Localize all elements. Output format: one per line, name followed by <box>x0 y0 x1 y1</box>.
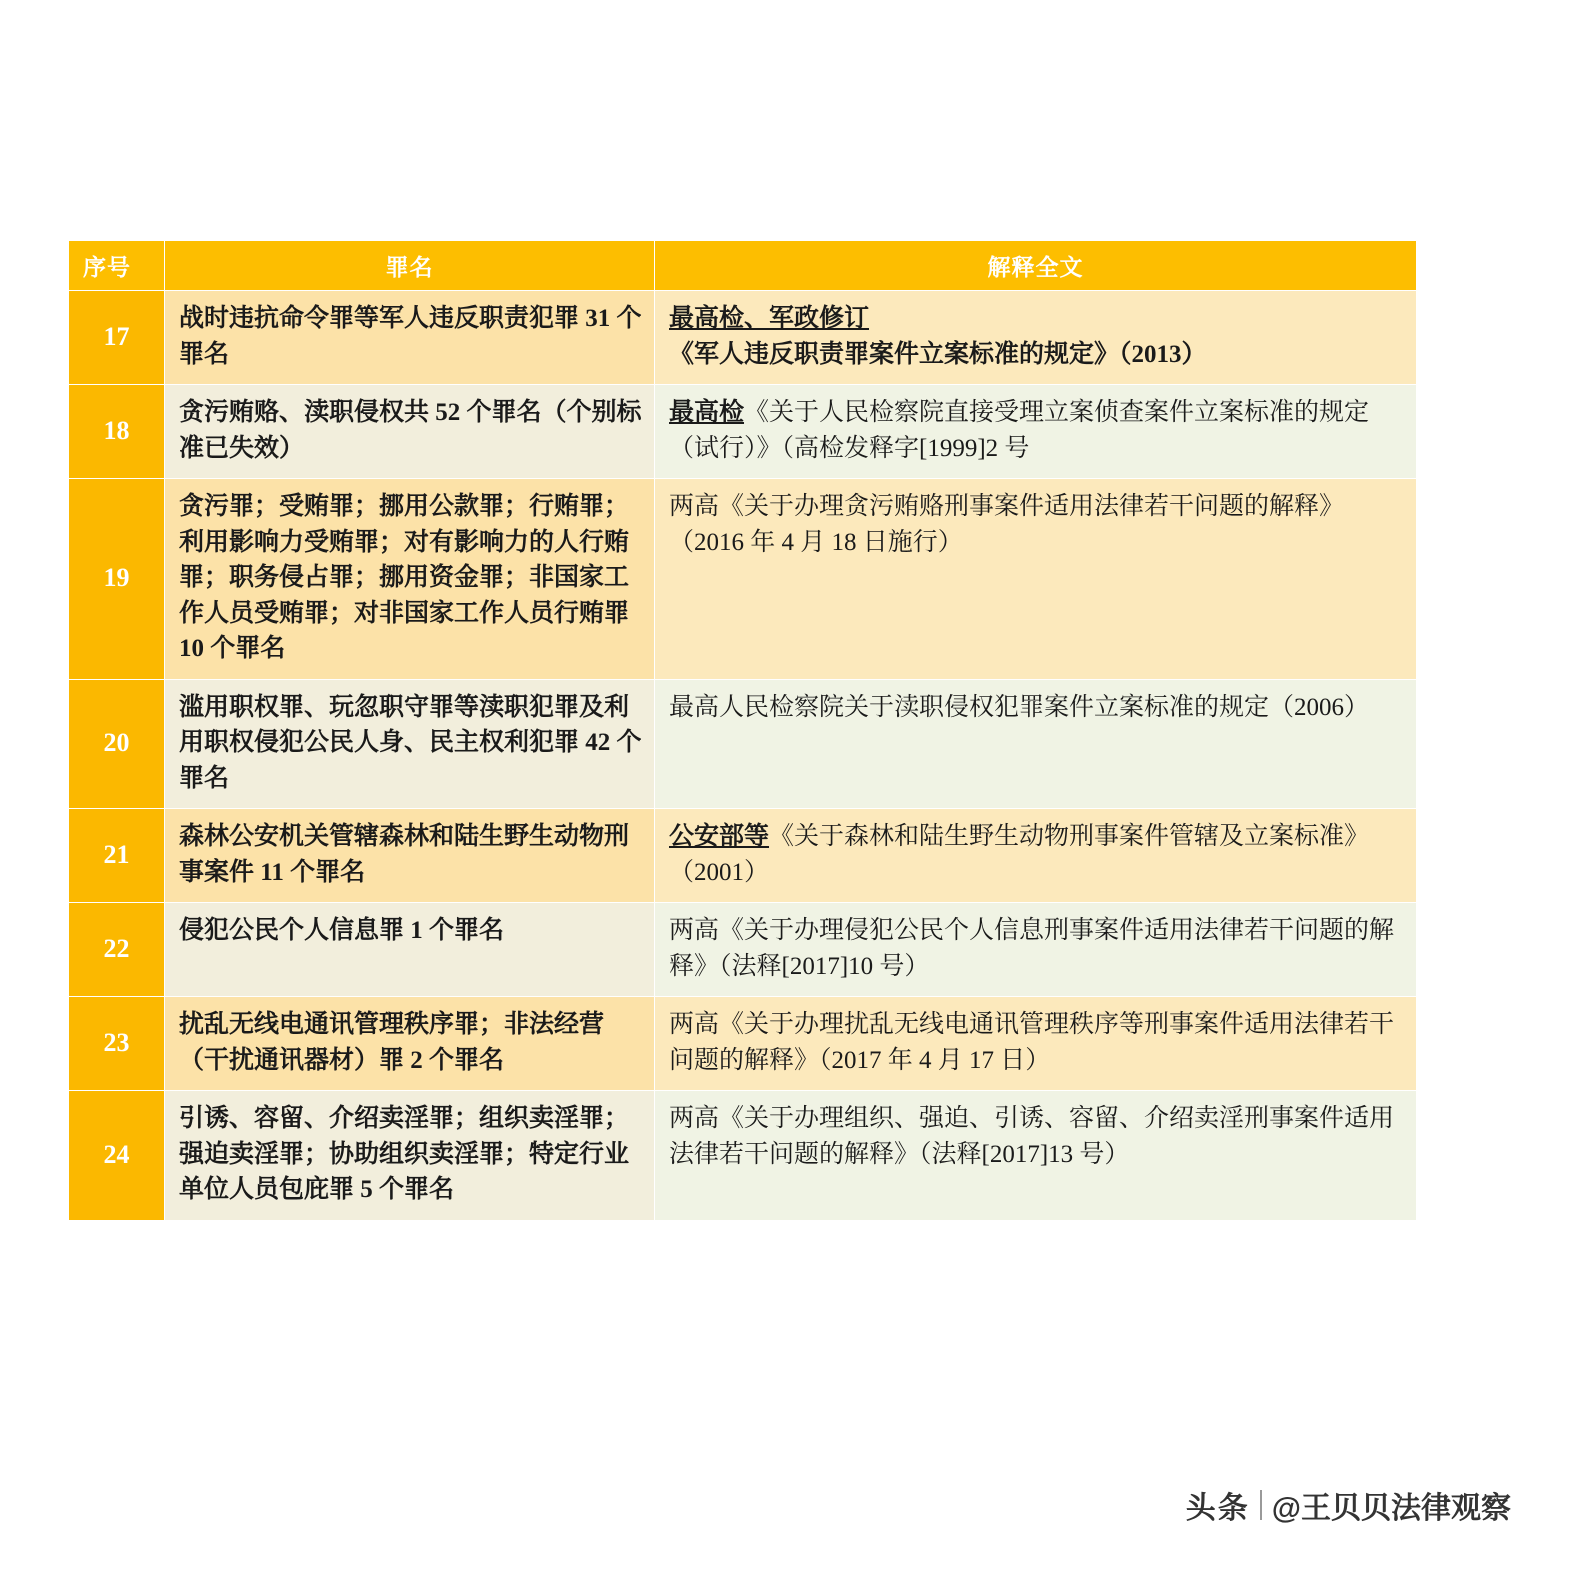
table-row <box>69 903 1417 997</box>
row-crime-name: 战时违抗命令罪等军人违反职责犯罪 31 个罪名 <box>165 291 655 385</box>
watermark-account: @王贝贝法律观察 <box>1271 1492 1511 1525</box>
row-interpretation <box>655 291 1417 385</box>
row-index: 17 <box>69 291 165 385</box>
interpretation-title: 《军人违反职责罪案件立案标准的规定》（2013） <box>669 340 1207 368</box>
interpretation-text: 两高《关于办理组织、强迫、引诱、容留、介绍卖淫刑事案件适用法律若干问题的解释》（法释[2017]13 号） <box>669 1105 1395 1168</box>
row-interpretation <box>655 679 1417 809</box>
row-index: 18 <box>69 385 165 479</box>
row-interpretation <box>655 903 1417 997</box>
interpretation-issuer: 最高检 <box>669 399 745 426</box>
table-row <box>69 291 1417 385</box>
row-crime-name: 侵犯公民个人信息罪 1 个罪名 <box>165 903 655 997</box>
row-index: 22 <box>69 903 165 997</box>
table-body <box>69 291 1417 1221</box>
row-crime-name: 贪污贿赂、渎职侵权共 52 个罪名（个别标准已失效） <box>165 385 655 479</box>
interpretation-text: 两高《关于办理贪污贿赂刑事案件适用法律若干问题的解释》（2016 年 4 月 18 日施行） <box>669 493 1345 556</box>
table-row <box>69 997 1417 1091</box>
crime-interpretation-table <box>68 240 1417 1221</box>
watermark <box>1186 1483 1511 1527</box>
row-interpretation <box>655 385 1417 479</box>
interpretation-text: 两高《关于办理扰乱无线电通讯管理秩序等刑事案件适用法律若干问题的解释》（2017 年 4 月 17 日） <box>669 1011 1395 1074</box>
row-crime-name: 森林公安机关管辖森林和陆生野生动物刑事案件 11 个罪名 <box>165 809 655 903</box>
row-interpretation <box>655 809 1417 903</box>
table-row <box>69 809 1417 903</box>
row-index: 24 <box>69 1091 165 1221</box>
interpretation-issuer: 公安部等 <box>669 823 770 850</box>
interpretation-text: 最高人民检察院关于渎职侵权犯罪案件立案标准的规定（2006） <box>669 693 1370 721</box>
interpretation-text: 《关于人民检察院直接受理立案侦查案件立案标准的规定（试行）》（高检发释字[1999]2 号 <box>669 399 1370 462</box>
row-interpretation <box>655 479 1417 680</box>
watermark-divider <box>1260 1490 1262 1520</box>
table-row <box>69 1091 1417 1221</box>
row-crime-name: 扰乱无线电通讯管理秩序罪；非法经营（干扰通讯器材）罪 2 个罪名 <box>165 997 655 1091</box>
row-crime-name: 滥用职权罪、玩忽职守罪等渎职犯罪及利用职权侵犯公民人身、民主权利犯罪 42 个罪名 <box>165 679 655 809</box>
row-crime-name: 贪污罪；受贿罪；挪用公款罪；行贿罪；利用影响力受贿罪；对有影响力的人行贿罪；职务侵占罪；挪用资金罪；非国家工作人员受贿罪；对非国家工作人员行贿罪 10 个罪名 <box>165 479 655 680</box>
table-header-row <box>69 241 1417 291</box>
row-index: 19 <box>69 479 165 680</box>
table-header <box>69 241 1417 291</box>
table-row <box>69 679 1417 809</box>
column-header-index: 序号 <box>69 241 165 291</box>
row-interpretation <box>655 1091 1417 1221</box>
toutiao-logo: 头条 <box>1185 1492 1250 1525</box>
row-index: 20 <box>69 679 165 809</box>
interpretation-text: 两高《关于办理侵犯公民个人信息刑事案件适用法律若干问题的解释》（法释[2017]10 号） <box>669 917 1395 980</box>
row-interpretation <box>655 997 1417 1091</box>
row-index: 23 <box>69 997 165 1091</box>
table-row <box>69 385 1417 479</box>
row-crime-name: 引诱、容留、介绍卖淫罪；组织卖淫罪；强迫卖淫罪；协助组织卖淫罪；特定行业单位人员包庇罪 5 个罪名 <box>165 1091 655 1221</box>
column-header-crime-name: 罪名 <box>165 241 655 291</box>
row-index: 21 <box>69 809 165 903</box>
column-header-interpretation: 解释全文 <box>655 241 1417 291</box>
interpretation-issuer: 最高检、军政修订 <box>669 305 870 332</box>
table-row <box>69 479 1417 680</box>
interpretation-text: 《关于森林和陆生野生动物刑事案件管辖及立案标准》（2001） <box>669 823 1370 886</box>
